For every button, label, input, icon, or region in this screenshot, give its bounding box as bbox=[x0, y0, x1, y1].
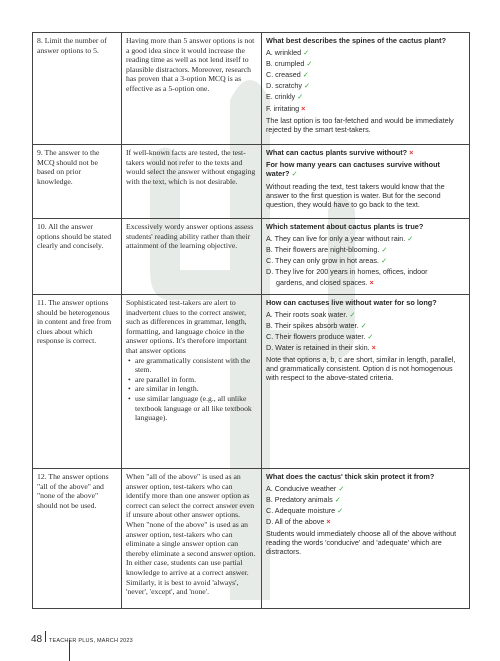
example-cell bbox=[262, 219, 470, 295]
list-item: • use similar language (e.g., all unlike textbook language or all like textbook language). bbox=[135, 394, 257, 423]
table-row bbox=[33, 145, 470, 219]
explanation-cell bbox=[122, 145, 262, 219]
explanation-cell bbox=[122, 469, 262, 609]
example-note: Without reading the text, test takers would know that the answer to the first question is water. But for the second question, they would have to go back to the text. bbox=[266, 181, 445, 209]
rule-cell: 12. The answer options "all of the above" and "none of the above" should not be used. bbox=[33, 469, 122, 609]
answer-option: C. Adequate moisture ✓ bbox=[266, 506, 344, 515]
example-cell bbox=[262, 145, 470, 219]
table-row bbox=[33, 33, 470, 145]
cross-icon: × bbox=[369, 278, 374, 288]
check-icon: ✓ bbox=[297, 92, 304, 102]
explanation-cell bbox=[122, 295, 262, 469]
rule-cell: 10. All the answer options should be stated clearly and concisely. bbox=[33, 219, 122, 295]
answer-option: C. creased ✓ bbox=[266, 70, 309, 79]
table-row bbox=[33, 295, 470, 469]
page-footer bbox=[31, 631, 133, 645]
example-question: What best describes the spines of the cactus plant? bbox=[266, 36, 447, 45]
check-icon: ✓ bbox=[291, 169, 298, 179]
rule-cell: 8. Limit the number of answer options to 5. bbox=[33, 33, 122, 145]
answer-option: F. irritating × bbox=[266, 103, 306, 113]
answer-option-continuation: gardens, and closed spaces. × bbox=[276, 278, 374, 288]
check-icon: ✓ bbox=[303, 81, 310, 91]
explanation-cell bbox=[122, 33, 262, 145]
check-icon: ✓ bbox=[302, 70, 309, 79]
cross-icon: × bbox=[409, 148, 414, 157]
cross-icon: × bbox=[326, 517, 331, 527]
explanation-text: Sophisticated test-takers are alert to inadvertent clues to the correct answer, such as differences in grammar, length, formatting, and language choice in the answer options. It's therefore important that answer options bbox=[126, 298, 247, 355]
publication-credit: TEACHER PLUS, MARCH 2023 bbox=[48, 638, 133, 644]
answer-option: B. Predatory animals ✓ bbox=[266, 494, 341, 504]
list-item: • are similar in length. bbox=[135, 384, 257, 394]
example-question: How can cactuses live without water for so long? bbox=[266, 298, 437, 307]
explanation-text: Excessively wordy answer options assess students' reading ability rather than their attainment of the learning objective. bbox=[126, 222, 254, 251]
explanation-text: When "all of the above" is used as an answer option, test-takers who can identify more than one answer option as correct can select the correct answer even if unsure about other answer options. When "none of the above" is used as an answer option, test-takers who can eliminate a single answer option can thereby eliminate a second answer option. In either case, students can use partial knowledge to arrive at a correct answer. Similarly, it is best to avoid 'always', 'never', 'except', and 'none'. bbox=[126, 472, 256, 597]
example-question: What does the cactus' thick skin protect it from? bbox=[266, 472, 435, 481]
table-row bbox=[33, 219, 470, 295]
example-question: Which statement about cactus plants is true? bbox=[266, 222, 424, 231]
footer-divider bbox=[45, 631, 46, 642]
answer-option: A. wrinkled ✓ bbox=[266, 47, 310, 57]
check-icon: ✓ bbox=[381, 244, 388, 254]
criteria-list bbox=[126, 356, 257, 423]
margin-rule bbox=[69, 640, 70, 661]
cross-icon: × bbox=[301, 103, 306, 113]
rule-cell: 11. The answer options should be heterogenous in content and free from clues about which response is correct. bbox=[33, 295, 122, 469]
explanation-text: Having more than 5 answer options is not a good idea since it would increase the reading time as well as not lend itself to plausible distractors. Moreover, research has proven that a 3-option MCQ is as effective as a 5-option one. bbox=[126, 36, 255, 93]
list-item: • are grammatically consistent with the stem. bbox=[135, 356, 257, 375]
answer-option: D. All of the above × bbox=[266, 517, 331, 527]
check-icon: ✓ bbox=[380, 256, 387, 265]
check-icon: ✓ bbox=[306, 58, 313, 68]
check-icon: ✓ bbox=[338, 483, 345, 493]
example-note: Students would immediately choose all of the above without reading the words 'conducive' and 'adequate' which are distractors. bbox=[266, 529, 457, 557]
answer-option: A. They can live for only a year without rain. ✓ bbox=[266, 233, 414, 243]
check-icon: ✓ bbox=[334, 494, 341, 504]
mcq-guidelines-table bbox=[32, 32, 470, 609]
check-icon: ✓ bbox=[337, 506, 344, 515]
answer-option: B. Their flowers are night-blooming. ✓ bbox=[266, 244, 388, 254]
example-question: What can cactus plants survive without? × bbox=[266, 148, 414, 157]
cross-icon: × bbox=[371, 343, 376, 353]
answer-option: A. Conducive weather ✓ bbox=[266, 483, 345, 493]
example-note: Note that options a, b, c are short, similar in length, parallel, and grammatically consistent. Option d is not homogenous with respect to the above-stated criteria. bbox=[266, 355, 456, 383]
check-icon: ✓ bbox=[303, 47, 310, 57]
example-cell bbox=[262, 33, 470, 145]
example-question: For how many years can cactuses survive without water? ✓ bbox=[266, 159, 440, 179]
explanation-text: If well-known facts are tested, the test-takers would not refer to the texts and would select the answer without engaging with the text, which is not desirable. bbox=[126, 148, 256, 186]
answer-option: C. They can only grow in hot areas. ✓ bbox=[266, 256, 387, 265]
answer-option: D. Water is retained in their skin. × bbox=[266, 343, 376, 353]
list-item: • are parallel in form. bbox=[135, 375, 257, 385]
explanation-cell bbox=[122, 219, 262, 295]
check-icon: ✓ bbox=[367, 332, 374, 341]
page-number: 48 bbox=[31, 634, 43, 645]
answer-option: B. Their spikes absorb water. ✓ bbox=[266, 320, 367, 330]
check-icon: ✓ bbox=[349, 309, 356, 319]
example-cell bbox=[262, 469, 470, 609]
answer-option: D. scratchy ✓ bbox=[266, 81, 310, 91]
answer-option: B. crumpled ✓ bbox=[266, 58, 313, 68]
table-row bbox=[33, 469, 470, 609]
answer-option: C. Their flowers produce water. ✓ bbox=[266, 332, 374, 341]
rule-cell: 9. The answer to the MCQ should not be based on prior knowledge. bbox=[33, 145, 122, 219]
check-icon: ✓ bbox=[407, 233, 414, 243]
answer-option: D. They live for 200 years in homes, offices, indoor bbox=[266, 267, 428, 277]
example-cell bbox=[262, 295, 470, 469]
example-note: The last option is too far-fetched and would be immediately rejected by the smart test-takers. bbox=[266, 115, 454, 134]
check-icon: ✓ bbox=[360, 320, 367, 330]
answer-option: E. crinkly ✓ bbox=[266, 92, 304, 102]
answer-option: A. Their roots soak water. ✓ bbox=[266, 309, 356, 319]
